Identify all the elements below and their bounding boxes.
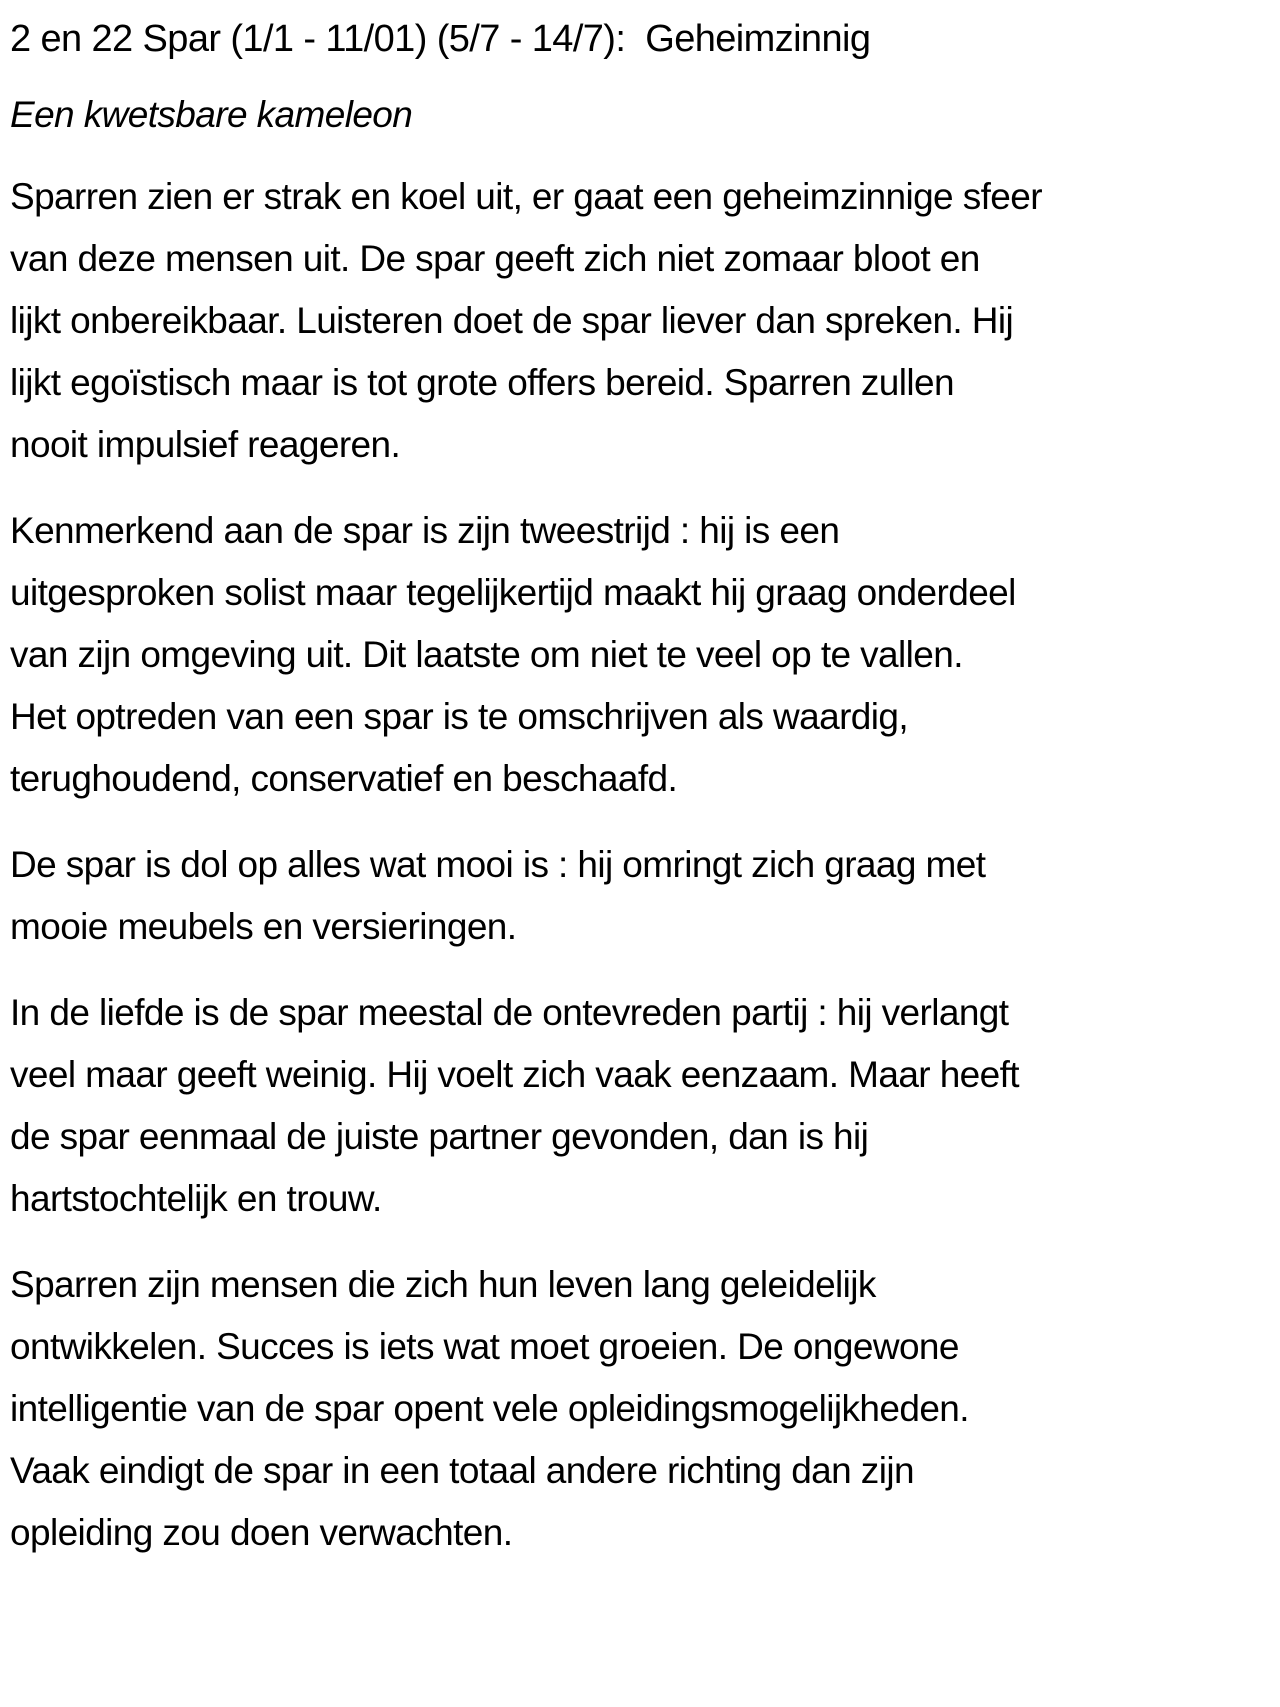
text-line: mooie meubels en versieringen.	[10, 906, 517, 947]
paragraph	[10, 982, 1270, 1230]
text-line: nooit impulsief reageren.	[10, 424, 401, 465]
text-line: hartstochtelijk en trouw.	[10, 1178, 382, 1219]
text-line: ontwikkelen. Succes is iets wat moet groeien. De ongewone	[10, 1326, 959, 1367]
text-line: terughoudend, conservatief en beschaafd.	[10, 758, 678, 799]
text-line: van zijn omgeving uit. Dit laatste om niet te veel op te vallen.	[10, 634, 963, 675]
paragraph	[10, 166, 1270, 476]
page-subtitle-text: Een kwetsbare kameleon	[10, 94, 413, 135]
text-line: Vaak eindigt de spar in een totaal andere richting dan zijn	[10, 1450, 914, 1491]
text-line: Sparren zijn mensen die zich hun leven lang geleidelijk	[10, 1264, 876, 1305]
text-line: lijkt egoïstisch maar is tot grote offers bereid. Sparren zullen	[10, 362, 954, 403]
text-line: Het optreden van een spar is te omschrijven als waardig,	[10, 696, 909, 737]
text-line: opleiding zou doen verwachten.	[10, 1512, 513, 1553]
page-title	[10, 8, 1270, 70]
text-line: intelligentie van de spar opent vele opleidingsmogelijkheden.	[10, 1388, 969, 1429]
text-line: Kenmerkend aan de spar is zijn tweestrijd : hij is een	[10, 510, 840, 551]
text-line: Sparren zien er strak en koel uit, er gaat een geheimzinnige sfeer	[10, 176, 1042, 217]
text-line: veel maar geeft weinig. Hij voelt zich vaak eenzaam. Maar heeft	[10, 1054, 1019, 1095]
paragraph	[10, 834, 1270, 958]
text-line: uitgesproken solist maar tegelijkertijd maakt hij graag onderdeel	[10, 572, 1016, 613]
page-subtitle	[10, 84, 1270, 146]
text-line: In de liefde is de spar meestal de ontevreden partij : hij verlangt	[10, 992, 1009, 1033]
text-line: lijkt onbereikbaar. Luisteren doet de spar liever dan spreken. Hij	[10, 300, 1014, 341]
paragraph	[10, 500, 1270, 810]
page-title-text: 2 en 22 Spar (1/1 - 11/01) (5/7 - 14/7): Geheimzinnig	[10, 18, 871, 60]
text-line: De spar is dol op alles wat mooi is : hij omringt zich graag met	[10, 844, 986, 885]
text-line: van deze mensen uit. De spar geeft zich niet zomaar bloot en	[10, 238, 980, 279]
paragraph	[10, 1254, 1270, 1564]
text-line: de spar eenmaal de juiste partner gevonden, dan is hij	[10, 1116, 869, 1157]
